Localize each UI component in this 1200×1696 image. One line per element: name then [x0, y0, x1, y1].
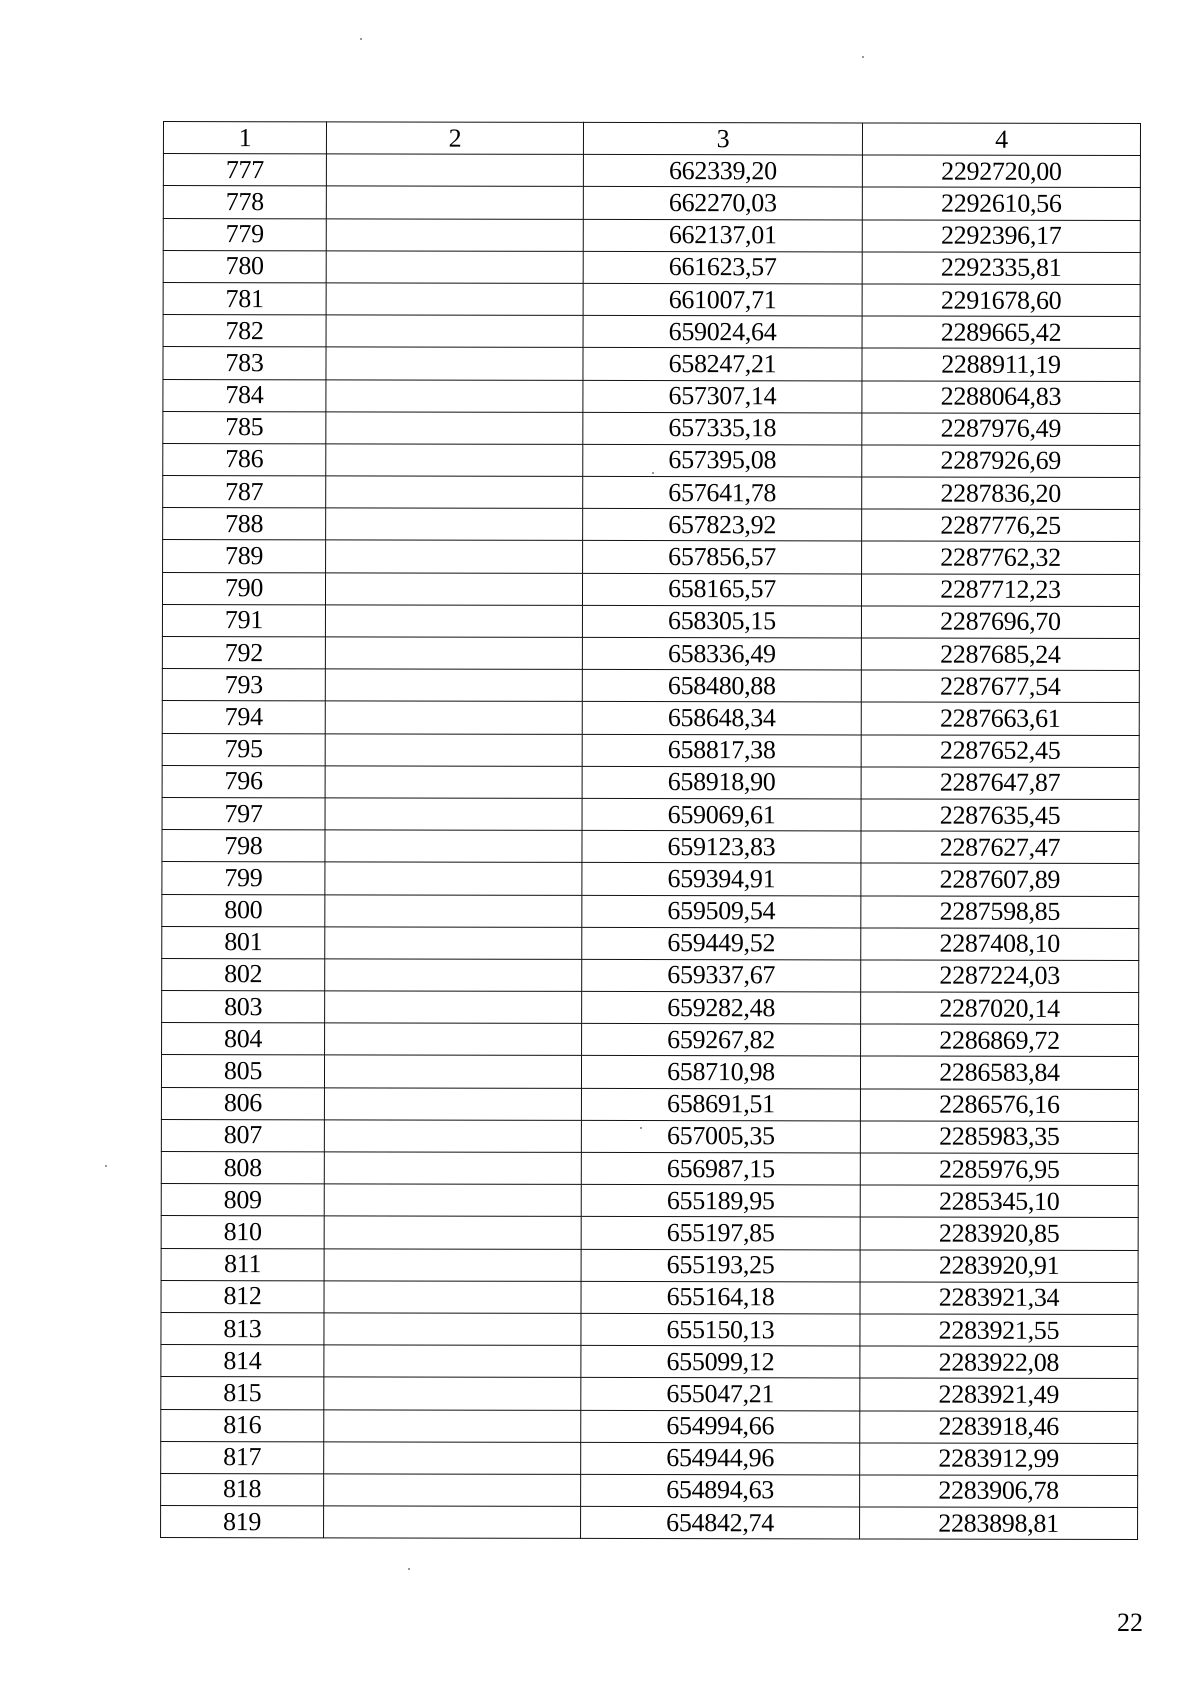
description-cell [325, 733, 582, 766]
table-row [161, 1473, 1138, 1507]
point-number-cell: 784 [163, 379, 326, 412]
y-coordinate-cell: 2287663,61 [861, 702, 1139, 735]
description-cell [324, 1216, 581, 1249]
x-coordinate-cell: 657335,18 [583, 412, 862, 445]
y-coordinate-cell: 2288064,83 [862, 380, 1140, 413]
table-body [161, 154, 1141, 1540]
point-number-cell: 816 [161, 1409, 324, 1442]
description-cell [324, 1345, 581, 1378]
table-row [162, 797, 1139, 831]
y-coordinate-cell: 2283922,08 [860, 1346, 1138, 1379]
y-coordinate-cell: 2288911,19 [862, 348, 1140, 381]
table-row [161, 1151, 1138, 1185]
point-number-cell: 809 [161, 1184, 324, 1217]
point-number-cell: 799 [162, 862, 325, 895]
x-coordinate-cell: 655193,25 [581, 1249, 860, 1282]
y-coordinate-cell: 2287598,85 [861, 895, 1139, 928]
y-coordinate-cell: 2287677,54 [861, 670, 1139, 703]
point-number-cell: 796 [162, 765, 325, 798]
y-coordinate-cell: 2287926,69 [862, 445, 1140, 478]
y-coordinate-cell: 2285976,95 [860, 1153, 1138, 1186]
point-number-cell: 814 [161, 1345, 324, 1378]
y-coordinate-cell: 2283918,46 [860, 1410, 1138, 1443]
point-number-cell: 797 [162, 797, 325, 830]
point-number-cell: 782 [163, 315, 326, 348]
point-number-cell: 819 [161, 1506, 324, 1539]
table-row [161, 1216, 1138, 1250]
x-coordinate-cell: 655099,12 [581, 1346, 860, 1379]
table-row [163, 443, 1140, 477]
x-coordinate-cell: 655150,13 [581, 1313, 860, 1346]
point-number-cell: 811 [161, 1248, 324, 1281]
description-cell [324, 1377, 581, 1410]
point-number-cell: 777 [163, 154, 326, 187]
table-row [162, 701, 1139, 735]
table-row [163, 540, 1140, 574]
description-cell [325, 605, 582, 638]
table-header-row [163, 122, 1140, 156]
x-coordinate-cell: 657395,08 [583, 444, 862, 477]
point-number-cell: 783 [163, 347, 326, 380]
x-coordinate-cell: 659509,54 [582, 895, 861, 928]
x-coordinate-cell: 658817,38 [582, 734, 861, 767]
table-row [162, 765, 1139, 799]
y-coordinate-cell: 2287635,45 [861, 799, 1139, 832]
x-coordinate-cell: 659337,67 [582, 959, 861, 992]
description-cell [326, 540, 583, 573]
point-number-cell: 800 [162, 894, 325, 927]
description-cell [325, 572, 582, 605]
table-row [163, 154, 1140, 188]
y-coordinate-cell: 2287647,87 [861, 767, 1139, 800]
description-cell [324, 1313, 581, 1346]
description-cell [326, 347, 583, 380]
table-row [162, 604, 1139, 638]
scan-speck [105, 1165, 107, 1167]
point-number-cell: 805 [161, 1055, 324, 1088]
description-cell [324, 1474, 581, 1507]
description-cell [324, 1087, 581, 1120]
x-coordinate-cell: 658918,90 [582, 766, 861, 799]
x-coordinate-cell: 658336,49 [582, 637, 861, 670]
description-cell [325, 1023, 582, 1056]
description-cell [325, 894, 582, 927]
x-coordinate-cell: 659449,52 [582, 927, 861, 960]
table-row [163, 347, 1140, 381]
x-coordinate-cell: 662270,03 [583, 187, 862, 220]
point-number-cell: 791 [162, 604, 325, 637]
table-row [162, 572, 1139, 606]
description-cell [324, 1442, 581, 1475]
x-coordinate-cell: 654894,63 [581, 1474, 860, 1507]
x-coordinate-cell: 657307,14 [583, 380, 862, 413]
table-row [161, 1312, 1138, 1346]
y-coordinate-cell: 2283920,85 [860, 1217, 1138, 1250]
y-coordinate-cell: 2292610,56 [862, 187, 1140, 220]
table-row [163, 315, 1140, 349]
point-number-cell: 803 [162, 991, 325, 1024]
x-coordinate-cell: 657823,92 [583, 509, 862, 542]
table-row [161, 1506, 1138, 1540]
x-coordinate-cell: 654944,96 [581, 1442, 860, 1475]
y-coordinate-cell: 2287627,47 [861, 831, 1139, 864]
x-coordinate-cell: 655164,18 [581, 1281, 860, 1314]
y-coordinate-cell: 2287685,24 [861, 638, 1139, 671]
description-cell [325, 830, 582, 863]
point-number-cell: 779 [163, 218, 326, 251]
description-cell [326, 379, 583, 412]
description-cell [325, 766, 582, 799]
y-coordinate-cell: 2287696,70 [861, 606, 1139, 639]
description-cell [325, 862, 582, 895]
x-coordinate-cell: 659282,48 [582, 991, 861, 1024]
table-row [162, 1023, 1139, 1057]
point-number-cell: 781 [163, 282, 326, 315]
y-coordinate-cell: 2292720,00 [862, 155, 1140, 188]
x-coordinate-cell: 659024,64 [583, 316, 862, 349]
table-row [161, 1119, 1138, 1153]
table-row [163, 218, 1140, 252]
description-cell [325, 669, 582, 702]
point-number-cell: 813 [161, 1312, 324, 1345]
table-row [162, 991, 1139, 1025]
y-coordinate-cell: 2283920,91 [860, 1250, 1138, 1283]
y-coordinate-cell: 2287836,20 [862, 477, 1140, 510]
table-row [161, 1441, 1138, 1475]
point-number-cell: 788 [163, 508, 326, 541]
point-number-cell: 807 [161, 1119, 324, 1152]
description-cell [326, 186, 583, 219]
table-row [163, 411, 1140, 445]
point-number-cell: 804 [162, 1023, 325, 1056]
y-coordinate-cell: 2286576,16 [860, 1089, 1138, 1122]
point-number-cell: 790 [162, 572, 325, 605]
description-cell [324, 1055, 581, 1088]
point-number-cell: 815 [161, 1377, 324, 1410]
table-row [161, 1377, 1138, 1411]
y-coordinate-cell: 2283921,34 [860, 1282, 1138, 1315]
point-number-cell: 785 [163, 411, 326, 444]
y-coordinate-cell: 2292335,81 [862, 252, 1140, 285]
table-row [162, 958, 1139, 992]
table-row [163, 282, 1140, 316]
scan-speck [408, 1568, 410, 1570]
x-coordinate-cell: 654842,74 [581, 1506, 860, 1539]
scan-speck [360, 38, 362, 40]
point-number-cell: 787 [163, 476, 326, 509]
x-coordinate-cell: 658648,34 [582, 702, 861, 735]
x-coordinate-cell: 658247,21 [583, 348, 862, 381]
x-coordinate-cell: 659267,82 [582, 1024, 861, 1057]
point-number-cell: 794 [162, 701, 325, 734]
point-number-cell: 802 [162, 958, 325, 991]
description-cell [326, 315, 583, 348]
x-coordinate-cell: 661007,71 [583, 283, 862, 316]
y-coordinate-cell: 2283906,78 [860, 1475, 1138, 1508]
x-coordinate-cell: 662339,20 [583, 155, 862, 188]
point-number-cell: 778 [163, 186, 326, 219]
point-number-cell: 808 [161, 1151, 324, 1184]
x-coordinate-cell: 662137,01 [583, 219, 862, 252]
x-coordinate-cell: 658165,57 [582, 573, 861, 606]
table-row [161, 1055, 1138, 1089]
description-cell [326, 444, 583, 477]
x-coordinate-cell: 657641,78 [583, 476, 862, 509]
table-row [162, 862, 1139, 896]
table-row [163, 476, 1140, 510]
y-coordinate-cell: 2287776,25 [862, 509, 1140, 542]
point-number-cell: 786 [163, 443, 326, 476]
description-cell [326, 476, 583, 509]
point-number-cell: 818 [161, 1473, 324, 1506]
column-header-1: 1 [163, 122, 326, 155]
y-coordinate-cell: 2285345,10 [860, 1185, 1138, 1218]
description-cell [324, 1184, 581, 1217]
description-cell [325, 701, 582, 734]
description-cell [324, 1152, 581, 1185]
page-number: 22 [1117, 1608, 1143, 1637]
x-coordinate-cell: 657856,57 [583, 541, 862, 574]
y-coordinate-cell: 2283912,99 [860, 1443, 1138, 1476]
y-coordinate-cell: 2283921,49 [860, 1378, 1138, 1411]
table-row [163, 250, 1140, 284]
y-coordinate-cell: 2292396,17 [862, 220, 1140, 253]
column-header-2: 2 [326, 122, 583, 155]
x-coordinate-cell: 658305,15 [582, 605, 861, 638]
description-cell [326, 412, 583, 445]
table-row [163, 379, 1140, 413]
description-cell [326, 508, 583, 541]
table-row [162, 669, 1139, 703]
y-coordinate-cell: 2285983,35 [860, 1121, 1138, 1154]
table-row [161, 1184, 1138, 1218]
table-row [163, 508, 1140, 542]
y-coordinate-cell: 2287607,89 [861, 863, 1139, 896]
y-coordinate-cell: 2283921,55 [860, 1314, 1138, 1347]
description-cell [325, 637, 582, 670]
description-cell [325, 927, 582, 960]
y-coordinate-cell: 2287712,23 [861, 574, 1139, 607]
table-row [162, 926, 1139, 960]
point-number-cell: 789 [163, 540, 326, 573]
description-cell [326, 283, 583, 316]
y-coordinate-cell: 2286583,84 [860, 1056, 1138, 1089]
description-cell [324, 1120, 581, 1153]
description-cell [324, 1248, 581, 1281]
column-header-4: 4 [862, 123, 1140, 156]
table-row [162, 830, 1139, 864]
scan-speck [862, 56, 864, 58]
y-coordinate-cell: 2287408,10 [861, 928, 1139, 961]
x-coordinate-cell: 658691,51 [581, 1088, 860, 1121]
point-number-cell: 795 [162, 733, 325, 766]
description-cell [326, 218, 583, 251]
table-row [162, 894, 1139, 928]
point-number-cell: 806 [161, 1087, 324, 1120]
x-coordinate-cell: 656987,15 [581, 1152, 860, 1185]
table-row [161, 1345, 1138, 1379]
description-cell [326, 251, 583, 284]
x-coordinate-cell: 661623,57 [583, 251, 862, 284]
point-number-cell: 817 [161, 1441, 324, 1474]
description-cell [326, 154, 583, 187]
point-number-cell: 801 [162, 926, 325, 959]
description-cell [325, 991, 582, 1024]
y-coordinate-cell: 2283898,81 [860, 1507, 1138, 1540]
x-coordinate-cell: 655189,95 [581, 1185, 860, 1218]
table-row [161, 1248, 1138, 1282]
description-cell [324, 1281, 581, 1314]
point-number-cell: 810 [161, 1216, 324, 1249]
point-number-cell: 793 [162, 669, 325, 702]
y-coordinate-cell: 2287020,14 [861, 992, 1139, 1025]
description-cell [324, 1409, 581, 1442]
point-number-cell: 798 [162, 830, 325, 863]
point-number-cell: 780 [163, 250, 326, 283]
description-cell [325, 798, 582, 831]
x-coordinate-cell: 659394,91 [582, 863, 861, 896]
table-row [162, 733, 1139, 767]
y-coordinate-cell: 2287224,03 [861, 960, 1139, 993]
table-row [161, 1409, 1138, 1443]
y-coordinate-cell: 2289665,42 [862, 316, 1140, 349]
x-coordinate-cell: 659069,61 [582, 798, 861, 831]
x-coordinate-cell: 655047,21 [581, 1378, 860, 1411]
x-coordinate-cell: 658480,88 [582, 670, 861, 703]
table-row [161, 1280, 1138, 1314]
x-coordinate-cell: 657005,35 [581, 1120, 860, 1153]
y-coordinate-cell: 2287652,45 [861, 735, 1139, 768]
coordinates-table [160, 121, 1141, 1540]
x-coordinate-cell: 658710,98 [581, 1056, 860, 1089]
table-row [163, 186, 1140, 220]
table-row [161, 1087, 1138, 1121]
y-coordinate-cell: 2287762,32 [862, 541, 1140, 574]
description-cell [325, 959, 582, 992]
point-number-cell: 792 [162, 636, 325, 669]
y-coordinate-cell: 2291678,60 [862, 284, 1140, 317]
y-coordinate-cell: 2287976,49 [862, 413, 1140, 446]
y-coordinate-cell: 2286869,72 [861, 1024, 1139, 1057]
point-number-cell: 812 [161, 1280, 324, 1313]
x-coordinate-cell: 659123,83 [582, 831, 861, 864]
description-cell [324, 1506, 581, 1539]
x-coordinate-cell: 654994,66 [581, 1410, 860, 1443]
x-coordinate-cell: 655197,85 [581, 1217, 860, 1250]
column-header-3: 3 [583, 122, 862, 155]
table-row [162, 636, 1139, 670]
